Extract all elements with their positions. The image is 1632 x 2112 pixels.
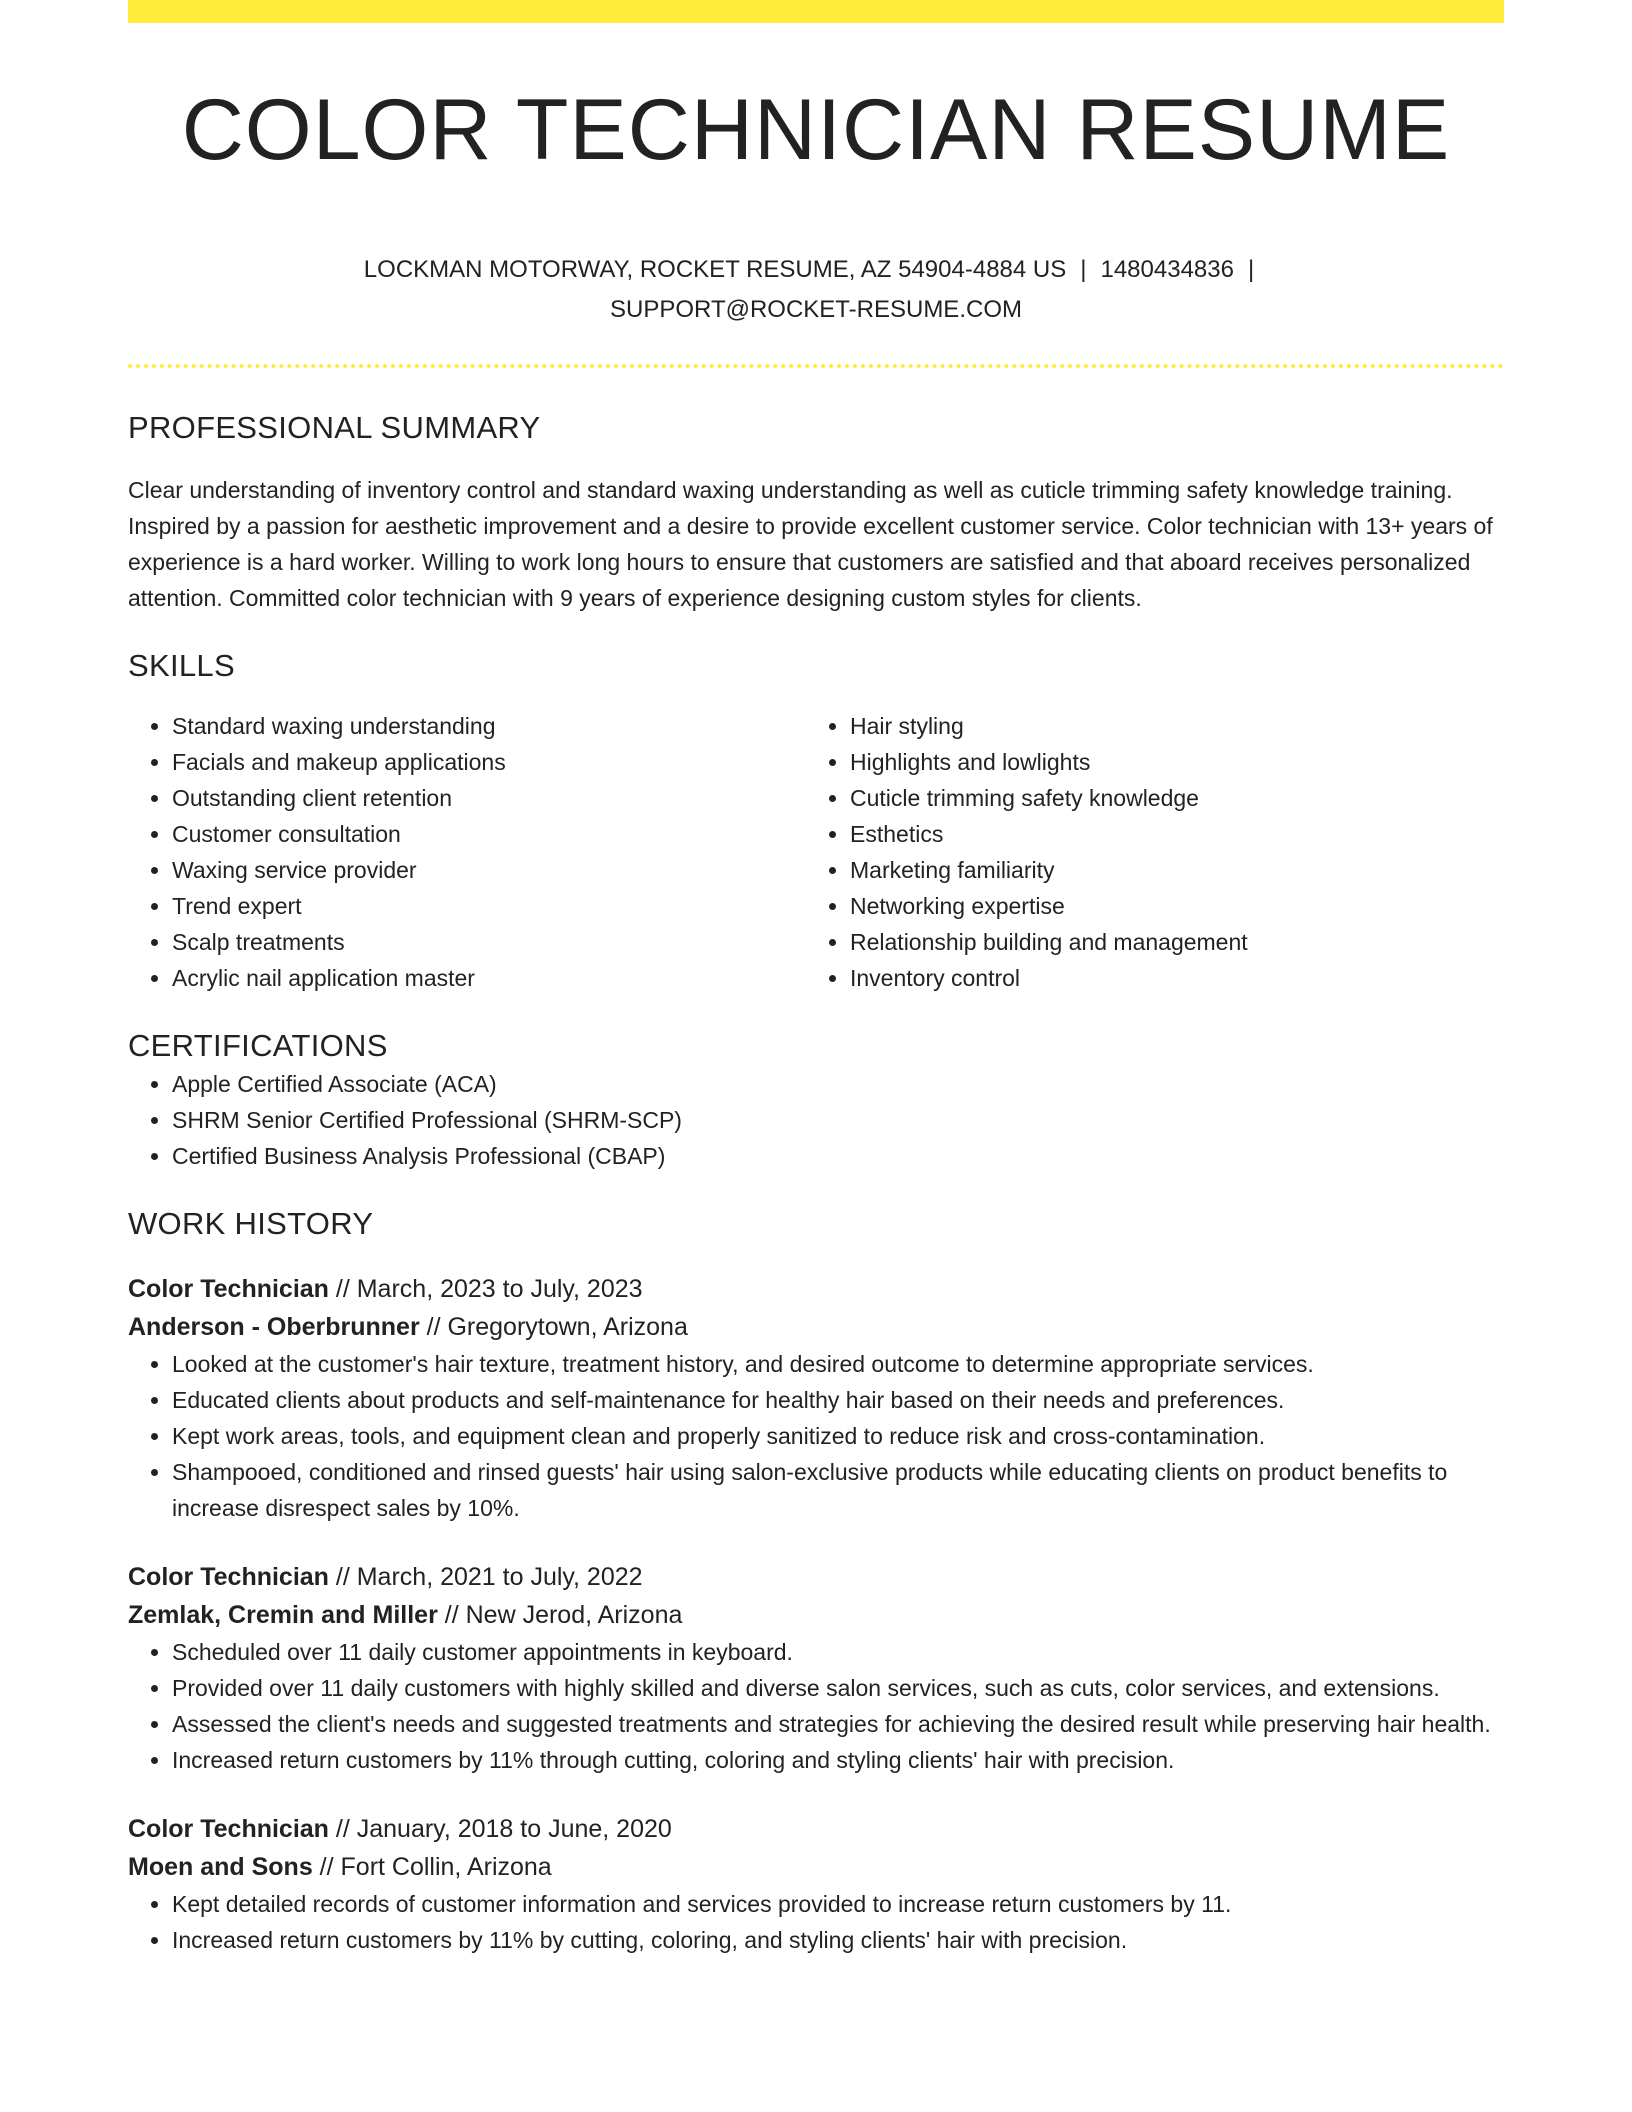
skill-item: • Networking expertise <box>850 888 1484 924</box>
job-dates: // March, 2023 to July, 2023 <box>328 1275 643 1303</box>
skill-item: • Marketing familiarity <box>850 852 1484 888</box>
job-bullet: • Looked at the customer's hair texture, treatment history, and desired outcome to determine appropriate services. <box>172 1346 1504 1382</box>
skill-item: • Hair styling <box>850 708 1484 744</box>
job-bullet: • Scheduled over 11 daily customer appointments in keyboard. <box>172 1634 1504 1670</box>
job-company-line <box>128 1596 1504 1634</box>
job-bullet: • Shampooed, conditioned and rinsed guests' hair using salon-exclusive products while educating clients on product benefits to increase disrespect sales by 10%. <box>172 1454 1504 1526</box>
job-entry <box>128 1558 1504 1778</box>
skills-list-right <box>806 708 1484 996</box>
skills-section <box>128 646 1504 996</box>
skill-item: • Cuticle trimming safety knowledge <box>850 780 1484 816</box>
job-title-line <box>128 1558 1504 1596</box>
job-title: Color Technician <box>128 1563 329 1591</box>
certification-item: • Certified Business Analysis Professional (CBAP) <box>172 1138 1504 1174</box>
skill-item: • Outstanding client retention <box>172 780 806 816</box>
contact-line-2 <box>128 290 1504 330</box>
skill-item: • Acrylic nail application master <box>172 960 806 996</box>
contact-info <box>128 250 1504 330</box>
job-bullet: • Provided over 11 daily customers with highly skilled and diverse salon services, such as cuts, color services, and extensions. <box>172 1670 1504 1706</box>
skill-item: • Esthetics <box>850 816 1484 852</box>
skill-item: • Waxing service provider <box>172 852 806 888</box>
skill-item: • Relationship building and management <box>850 924 1484 960</box>
job-entry <box>128 1810 1504 1958</box>
certifications-list <box>128 1066 1504 1174</box>
skills-columns <box>128 708 1504 996</box>
job-bullet: • Assessed the client's needs and suggested treatments and strategies for achieving the desired result while preserving hair health. <box>172 1706 1504 1742</box>
certification-item: • SHRM Senior Certified Professional (SHRM-SCP) <box>172 1102 1504 1138</box>
contact-separator: | <box>1080 256 1087 283</box>
skill-item: • Scalp treatments <box>172 924 806 960</box>
job-company: Zemlak, Cremin and Miller <box>128 1601 438 1629</box>
summary-text: Clear understanding of inventory control and standard waxing understanding as well as cuticle trimming safety knowledge training. Inspired by a passion for aesthetic improvement and a desire to provide excellent customer service. Color technician with 13+ years of experience is a hard worker. Willing to work long hours to ensure that customers are satisfied and that aboard receives personalized attention. Committed color technician with 9 years of experience designing custom styles for clients. <box>128 477 1493 611</box>
skills-heading: SKILLS <box>128 648 235 683</box>
job-title-line <box>128 1810 1504 1848</box>
dotted-divider <box>128 364 1504 368</box>
job-location: // Gregorytown, Arizona <box>419 1313 688 1341</box>
skill-item: • Trend expert <box>172 888 806 924</box>
job-bullets <box>128 1634 1504 1778</box>
summary-heading: PROFESSIONAL SUMMARY <box>128 410 541 445</box>
job-dates: // January, 2018 to June, 2020 <box>328 1815 672 1843</box>
summary-section <box>128 408 1504 616</box>
certification-item: • Apple Certified Associate (ACA) <box>172 1066 1504 1102</box>
skills-column-left <box>128 708 806 996</box>
job-bullet: • Increased return customers by 11% by cutting, coloring, and styling clients' hair with precision. <box>172 1922 1504 1958</box>
skill-item: • Facials and makeup applications <box>172 744 806 780</box>
job-company-line <box>128 1308 1504 1346</box>
contact-email: SUPPORT@ROCKET-RESUME.COM <box>610 296 1022 323</box>
contact-phone: 1480434836 <box>1100 256 1234 283</box>
job-title: Color Technician <box>128 1815 329 1843</box>
job-bullet: • Increased return customers by 11% through cutting, coloring and styling clients' hair with precision. <box>172 1742 1504 1778</box>
job-dates: // March, 2021 to July, 2022 <box>328 1563 643 1591</box>
skills-column-right <box>806 708 1484 996</box>
job-bullet: • Educated clients about products and self-maintenance for healthy hair based on their needs and preferences. <box>172 1382 1504 1418</box>
job-bullet: • Kept work areas, tools, and equipment clean and properly sanitized to reduce risk and cross-contamination. <box>172 1418 1504 1454</box>
job-bullets <box>128 1886 1504 1958</box>
job-company: Anderson - Oberbrunner <box>128 1313 420 1341</box>
resume-content <box>128 0 1504 1958</box>
job-bullet: • Kept detailed records of customer information and services provided to increase return customers by 11. <box>172 1886 1504 1922</box>
certifications-heading: CERTIFICATIONS <box>128 1028 388 1063</box>
contact-separator: | <box>1247 256 1255 283</box>
certifications-section <box>128 1026 1504 1174</box>
work-history-section <box>128 1204 1504 1958</box>
job-entry <box>128 1270 1504 1526</box>
skill-item: • Standard waxing understanding <box>172 708 806 744</box>
skill-item: • Customer consultation <box>172 816 806 852</box>
job-company: Moen and Sons <box>128 1853 313 1881</box>
job-title-line <box>128 1270 1504 1308</box>
job-location: // New Jerod, Arizona <box>437 1601 683 1629</box>
contact-address: LOCKMAN MOTORWAY, ROCKET RESUME, AZ 54904-4884 US <box>363 256 1067 283</box>
job-location: // Fort Collin, Arizona <box>312 1853 552 1881</box>
contact-line-1 <box>128 250 1504 290</box>
resume-title: COLOR TECHNICIAN RESUME <box>181 82 1451 178</box>
skill-item: • Highlights and lowlights <box>850 744 1484 780</box>
skill-item: • Inventory control <box>850 960 1484 996</box>
job-title: Color Technician <box>128 1275 329 1303</box>
job-bullets <box>128 1346 1504 1526</box>
skills-list-left <box>128 708 806 996</box>
job-company-line <box>128 1848 1504 1886</box>
work-history-heading: WORK HISTORY <box>128 1206 374 1241</box>
